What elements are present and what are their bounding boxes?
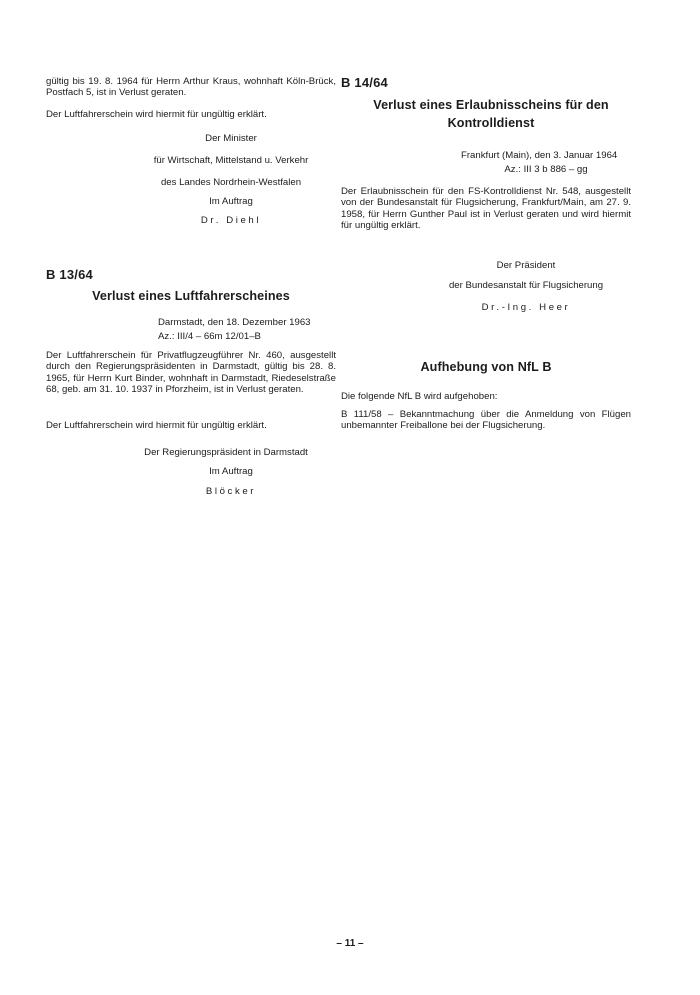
- invalidation-statement: Der Luftfahrerschein wird hiermit für ungültig erklärt.: [46, 109, 267, 120]
- signature-authority-b14: Der Präsident: [496, 260, 556, 271]
- signature-authority-line-2: für Wirtschaft, Mittelstand u. Verkehr: [153, 155, 309, 166]
- page-number: – 11 –: [336, 938, 364, 949]
- signature-on-behalf-b13: Im Auftrag: [209, 466, 253, 477]
- notice-number-b13: B 13/64: [46, 267, 93, 282]
- signature-name-b13: Blöcker: [205, 486, 257, 497]
- aufhebung-item: B 111/58 – Bekanntmachung über die Anmeldung von Flügen unbemannter Freiballone bei der Flugsicherung.: [341, 409, 631, 432]
- section-title-aufhebung: Aufhebung von NfL B: [420, 360, 552, 374]
- signature-name-b14: Dr.-Ing. Heer: [481, 302, 571, 313]
- aufhebung-intro: Die folgende NfL B wird aufgehoben:: [341, 391, 498, 402]
- notice-place-date-b14: Frankfurt (Main), den 3. Januar 1964: [461, 150, 618, 161]
- signature-authority-line-2-b14: der Bundesanstalt für Flugsicherung: [448, 280, 604, 291]
- signature-authority-line-3: des Landes Nordrhein-Westfalen: [160, 177, 302, 188]
- signature-name: Dr. Diehl: [200, 215, 262, 226]
- notice-place-date-b13: Darmstadt, den 18. Dezember 1963: [158, 317, 311, 328]
- notice-number-b14: B 14/64: [341, 75, 388, 90]
- notice-body-b14: Der Erlaubnisschein für den FS-Kontrolldienst Nr. 548, ausgestellt von der Bundesanstalt für Flugsicherung, Frankfurt/Main, am 27. 9. 1958, für Herrn Gunther Paul ist in Verlust geraten und wird hiermit für ungültig erklärt.: [341, 186, 631, 232]
- notice-invalidation-b13: Der Luftfahrerschein wird hiermit für ungültig erklärt.: [46, 420, 267, 431]
- notice-reference-b14: Az.: III 3 b 886 – gg: [504, 164, 588, 175]
- signature-authority-b13: Der Regierungspräsident in Darmstadt: [144, 447, 308, 458]
- signature-on-behalf: Im Auftrag: [209, 196, 253, 207]
- notice-title-b14: Verlust eines Erlaubnisscheins für den Kontrolldienst: [373, 98, 609, 130]
- notice-reference-b13: Az.: III/4 – 66m 12/01–B: [158, 331, 261, 342]
- continuation-paragraph: gültig bis 19. 8. 1964 für Herrn Arthur Kraus, wohnhaft Köln-Brück, Postfach 5, ist in Verlust geraten.: [46, 76, 336, 99]
- signature-authority-title: Der Minister: [205, 133, 257, 144]
- notice-title-b13: Verlust eines Luftfahrerscheines: [92, 289, 290, 303]
- notice-body-b13: Der Luftfahrerschein für Privatflugzeugführer Nr. 460, ausgestellt durch den Regierungspräsidenten in Darmstadt, gültig bis 28. 8. 1965, für Herrn Kurt Binder, wohnhaft in Darmstadt, Riedeselstraße 68, geb. am 31. 10. 1937 in Pforzheim, ist in Verlust geraten.: [46, 350, 336, 396]
